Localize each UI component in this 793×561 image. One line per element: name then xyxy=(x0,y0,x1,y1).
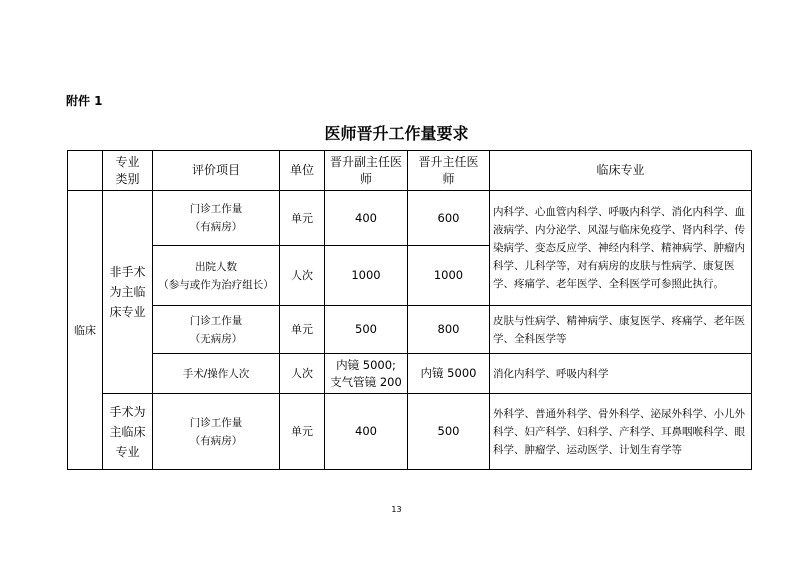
deputy-value: 内镜 5000; 支气管镜 200 xyxy=(325,354,408,394)
unit-cell: 单元 xyxy=(280,394,325,470)
table-row xyxy=(68,191,752,246)
chief-value: 500 xyxy=(408,394,490,470)
group-non-surgical: 非手术为主临床专业 xyxy=(103,191,153,394)
table-row xyxy=(68,354,752,394)
chief-value: 内镜 5000 xyxy=(408,354,490,394)
specialty-cell: 消化内科学、呼吸内科学 xyxy=(490,354,752,394)
attachment-label: 附件 1 xyxy=(66,94,103,108)
chief-value: 1000 xyxy=(408,246,490,306)
chief-value: 600 xyxy=(408,191,490,246)
table-row xyxy=(68,394,752,470)
header-chief: 晋升主任医师 xyxy=(408,151,490,191)
specialty-cell: 内科学、心血管内科学、呼吸内科学、消化内科学、血液病学、内分泌学、风湿与临床免疫学、肾内科学、传染病学、变态反应学、神经内科学、精神病学、肿瘤内科学、儿科学等，对有病房的皮肤与性病学、康复医学、疼痛学、老年医学、全科医学可参照此执行。 xyxy=(490,191,752,306)
item-cell: 出院人数 （参与或作为治疗组长） xyxy=(153,246,280,306)
unit-cell: 单元 xyxy=(280,191,325,246)
header-type: 专业类别 xyxy=(103,151,153,191)
header-specialty: 临床专业 xyxy=(490,151,752,191)
unit-cell: 单元 xyxy=(280,306,325,354)
deputy-value: 1000 xyxy=(325,246,408,306)
header-deputy: 晋升副主任医师 xyxy=(325,151,408,191)
deputy-value: 400 xyxy=(325,394,408,470)
item-cell: 手术/操作人次 xyxy=(153,354,280,394)
deputy-value: 400 xyxy=(325,191,408,246)
unit-cell: 人次 xyxy=(280,246,325,306)
chief-value: 800 xyxy=(408,306,490,354)
deputy-value: 500 xyxy=(325,306,408,354)
header-item: 评价项目 xyxy=(153,151,280,191)
page-title: 医师晋升工作量要求 xyxy=(324,124,469,143)
item-cell: 门诊工作量 （无病房） xyxy=(153,306,280,354)
group-surgical: 手术为主临床专业 xyxy=(103,394,153,470)
page-number: 13 xyxy=(391,505,402,514)
header-unit: 单位 xyxy=(280,151,325,191)
unit-cell: 人次 xyxy=(280,354,325,394)
item-cell: 门诊工作量 （有病房） xyxy=(153,394,280,470)
table-row xyxy=(68,306,752,354)
item-cell: 门诊工作量 （有病房） xyxy=(153,191,280,246)
category-cell: 临床 xyxy=(68,191,103,470)
specialty-cell: 皮肤与性病学、精神病学、康复医学、疼痛学、老年医学、全科医学等 xyxy=(490,306,752,354)
header-row xyxy=(68,151,752,191)
header-category xyxy=(68,151,103,191)
specialty-cell: 外科学、普通外科学、骨外科学、泌尿外科学、小儿外科学、妇产科学、妇科学、产科学、耳鼻咽喉科学、眼科学、肿瘤学、运动医学、计划生育学等 xyxy=(490,394,752,470)
workload-table xyxy=(67,150,752,470)
